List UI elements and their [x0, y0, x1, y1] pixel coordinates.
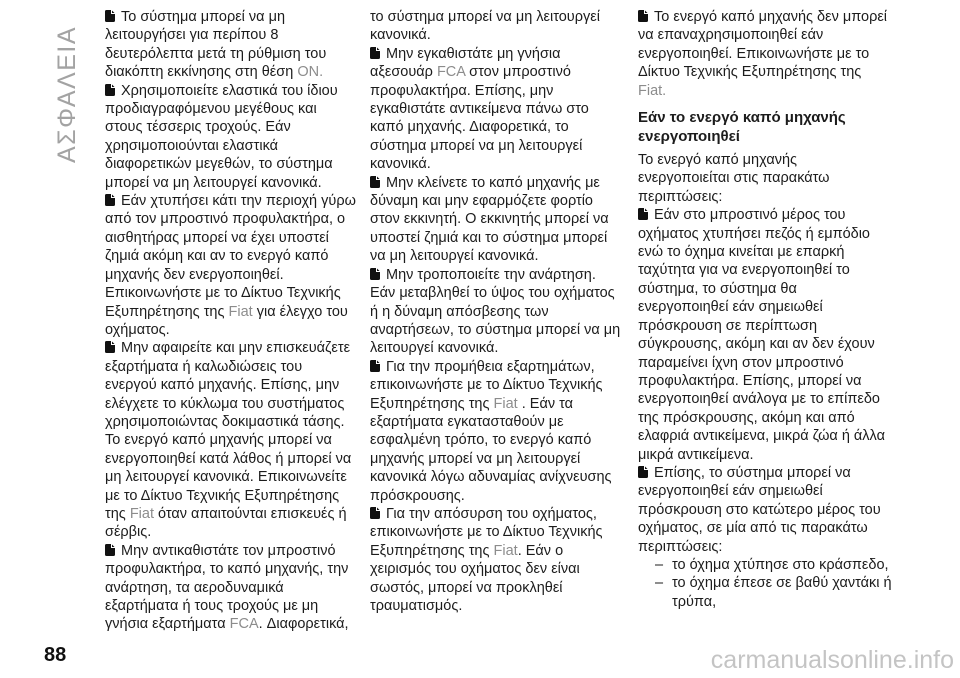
text-run: με το Δίκτυο Τεχνικής Εξυπηρέτησης	[105, 487, 340, 504]
text-line	[370, 505, 632, 523]
text-line	[655, 556, 903, 574]
text-run: διαφορετικών μεγεθών, το σύστημα	[105, 156, 333, 173]
text-line	[370, 450, 632, 468]
text-run: από τον μπροστινό προφυλακτήρα, ο	[105, 211, 346, 228]
text-line	[370, 487, 632, 505]
note-icon	[370, 507, 380, 519]
text-line	[105, 542, 360, 560]
text-run: περιπτώσεις:	[638, 538, 723, 555]
text-line	[105, 487, 360, 505]
text-run: Μην αφαιρείτε και μην επισκευάζετε	[121, 340, 351, 357]
brand-text: Fiat.	[638, 82, 667, 99]
text-run: Μην εγκαθιστάτε μη γνήσια	[386, 45, 561, 62]
text-line	[370, 431, 632, 449]
text-line	[105, 523, 360, 541]
bullet-item	[370, 45, 632, 174]
text-run: σωστός, μπορεί να προκληθεί	[370, 579, 563, 596]
text-line	[638, 335, 903, 353]
bullet-item	[370, 505, 632, 615]
text-run: να επαναχρησιμοποιηθεί εάν	[638, 27, 824, 44]
text-run: Το ενεργό καπό μηχανής μπορεί να	[105, 432, 332, 449]
text-line	[370, 266, 632, 284]
text-run: εξαρτήματα εγκατασταθούν με	[370, 413, 564, 430]
text-run: εξαρτήματα ή καλωδιώσεις του	[105, 358, 303, 375]
text-line	[105, 560, 360, 578]
text-run: λειτουργήσει για περίπου 8	[105, 27, 279, 44]
text-run: μη λειτουργεί κανονικά. Επικοινωνείτε	[105, 469, 347, 486]
text-line	[370, 100, 632, 118]
text-line	[638, 169, 903, 187]
text-run: Εάν μεταβληθεί το ύψος του οχήματος	[370, 285, 615, 302]
text-run: εγκαθιστάτε αντικείμενα πάνω στο	[370, 101, 589, 118]
text-line	[105, 63, 360, 81]
text-line	[105, 210, 360, 228]
text-line	[370, 8, 632, 26]
text-line	[370, 523, 632, 541]
section-tab: ΑΣΦΑΛΕΙΑ	[53, 26, 81, 164]
note-icon	[370, 47, 380, 59]
text-line	[638, 390, 903, 408]
text-line	[370, 63, 632, 81]
text-line	[370, 26, 632, 44]
text-run: ενεργοποιηθεί	[638, 128, 740, 146]
text-run: ανάρτηση, τα αεροδυναμικά	[105, 579, 284, 596]
text-line	[105, 100, 360, 118]
text-line	[638, 151, 903, 169]
note-icon	[370, 268, 380, 280]
text-column-3	[638, 8, 903, 611]
text-line	[105, 413, 360, 431]
text-run: μπορεί να μη λειτουργεί κανονικά.	[105, 174, 322, 191]
text-line	[655, 574, 903, 592]
text-line	[638, 482, 903, 500]
text-line	[105, 505, 360, 523]
text-run: επικοινωνήστε με το Δίκτυο Τεχνικής	[370, 524, 603, 541]
text-run: της πρόσκρουσης, ακόμη και από	[638, 409, 855, 426]
paragraph	[370, 8, 632, 45]
text-run: κανονικά.	[370, 156, 431, 173]
bullet-item	[105, 542, 360, 634]
section-heading	[638, 108, 903, 146]
text-line	[370, 210, 632, 228]
text-run: Εξυπηρέτησης της	[370, 542, 494, 559]
text-line	[638, 538, 903, 556]
text-line	[638, 446, 903, 464]
text-run: οχήματος χτυπήσει πεζός ή εμπόδιο	[638, 225, 870, 242]
note-icon	[105, 194, 115, 206]
text-run: Εξυπηρέτησης της	[370, 395, 494, 412]
text-line	[370, 247, 632, 265]
note-icon	[638, 10, 648, 22]
text-run: ενεργού καπό μηχανής. Επίσης, μην	[105, 377, 340, 394]
text-line	[638, 206, 903, 224]
text-line	[105, 579, 360, 597]
text-run: Το σύστημα μπορεί να μη	[121, 9, 286, 25]
text-line	[370, 542, 632, 560]
dash-list-item	[638, 556, 903, 574]
text-line	[105, 174, 360, 192]
text-run: πρόσκρουσης.	[370, 487, 465, 504]
text-line	[105, 376, 360, 394]
text-run: Εάν το ενεργό καπό μηχανής	[638, 109, 846, 127]
text-run: Μην τροποποιείτε την ανάρτηση.	[386, 266, 596, 283]
text-run: καπό μηχανής. Διαφορετικά, το	[370, 119, 569, 136]
text-line	[105, 229, 360, 247]
text-line	[105, 339, 360, 357]
bullet-item	[105, 339, 360, 541]
text-line	[105, 358, 360, 376]
text-run: Για την απόσυρση του οχήματος,	[386, 505, 597, 522]
note-icon	[105, 341, 115, 353]
text-line	[638, 108, 903, 127]
text-line	[105, 284, 360, 302]
text-run: Εάν χτυπήσει κάτι την περιοχή γύρω	[121, 193, 356, 210]
text-run: τρύπα,	[672, 593, 717, 610]
text-run: επικοινωνήστε με το Δίκτυο Τεχνικής	[370, 377, 603, 394]
dash-marker: –	[655, 575, 664, 592]
text-line	[370, 229, 632, 247]
bullet-item	[105, 192, 360, 339]
text-run: περιπτώσεις:	[638, 188, 723, 205]
text-line	[638, 409, 903, 427]
text-run: προδιαγραφόμενου μεγέθους και	[105, 101, 317, 118]
text-line	[105, 321, 360, 339]
note-icon	[105, 10, 115, 22]
text-line	[370, 192, 632, 210]
text-run: το όχημα χτύπησε στο κράσπεδο,	[672, 556, 889, 573]
text-line	[672, 593, 903, 611]
text-line	[370, 174, 632, 192]
note-icon	[370, 176, 380, 188]
text-line	[105, 137, 360, 155]
text-run: αισθητήρας μπορεί να έχει υποστεί	[105, 229, 329, 246]
note-icon	[105, 544, 115, 556]
text-run: παραμείνει ίχνη στον μπροστινό	[638, 354, 844, 371]
text-run: εσφαλμένη τρόπο, το ενεργό καπό	[370, 432, 592, 449]
text-run: μηχανής δεν ενεργοποιηθεί.	[105, 266, 284, 283]
text-line	[638, 243, 903, 261]
text-run: το σύστημα μπορεί να μη λειτουργεί	[370, 9, 600, 25]
text-line	[638, 519, 903, 537]
brand-text: Fiat	[493, 395, 518, 412]
text-line	[638, 464, 903, 482]
text-run: προφυλακτήρα, το καπό μηχανής, την	[105, 561, 349, 578]
text-line	[370, 82, 632, 100]
text-line	[638, 63, 903, 81]
text-line	[370, 468, 632, 486]
text-line	[105, 247, 360, 265]
dash-marker: –	[655, 556, 664, 573]
text-run: οχήματος, σε μία από τις παρακάτω	[638, 520, 868, 537]
text-line	[638, 8, 903, 26]
text-line	[370, 137, 632, 155]
text-line	[638, 188, 903, 206]
text-run: πρόσκρουση σε περίπτωση	[638, 317, 818, 334]
text-line	[370, 413, 632, 431]
text-run: Μην αντικαθιστάτε τον μπροστινό	[121, 542, 336, 559]
text-line	[105, 8, 360, 26]
text-run: ελαφριά αντικείμενα, μικρά ζώα ή άλλα	[638, 428, 885, 445]
text-run: Επικοινωνήστε με το Δίκτυο Τεχνικής	[105, 285, 341, 302]
text-run: ταχύτητα για να ενεργοποιηθεί το	[638, 262, 850, 279]
text-run: να μη λειτουργεί κανονικά.	[370, 248, 539, 265]
text-line	[370, 118, 632, 136]
text-line	[370, 395, 632, 413]
text-line	[105, 597, 360, 615]
brand-text: FCA	[229, 616, 259, 633]
text-line	[370, 597, 632, 615]
text-line	[638, 372, 903, 390]
text-line	[638, 427, 903, 445]
text-run: ενεργοποιηθεί. Επικοινωνήστε με το	[638, 45, 870, 62]
text-run: για έλεγχο του	[252, 303, 348, 320]
paragraph	[638, 151, 903, 206]
brand-text: Fiat	[228, 303, 253, 320]
text-run: στον εκκινητή. Ο εκκινητής μπορεί να	[370, 211, 609, 228]
text-run: προφυλακτήρα. Επίσης, μπορεί να	[638, 372, 862, 389]
text-line	[370, 321, 632, 339]
text-line	[105, 266, 360, 284]
text-run: υποστεί ζημιά και το σύστημα μπορεί	[370, 229, 608, 246]
text-run: ενεργοποιηθεί κατά λάθος ή μπορεί να	[105, 450, 352, 467]
text-line	[638, 280, 903, 298]
text-line	[370, 376, 632, 394]
text-line	[370, 45, 632, 63]
bullet-item	[638, 206, 903, 464]
text-run: δευτερόλεπτα μετά τη ρύθμιση του	[105, 45, 327, 62]
text-run: Μην κλείνετε το καπό μηχανής με	[386, 174, 600, 191]
bullet-item	[105, 82, 360, 192]
text-line	[105, 155, 360, 173]
text-run: χρησιμοποιώντας δοκιμαστικά τάσης.	[105, 413, 345, 430]
bullet-item	[638, 464, 903, 556]
text-run: αναρτήσεων, το σύστημα μπορεί να μη	[370, 321, 621, 338]
bullet-item	[105, 8, 360, 82]
text-run: Το ενεργό καπό μηχανής	[638, 152, 798, 169]
text-run: σύγκρουσης, ακόμη και αν δεν έχουν	[638, 336, 875, 353]
text-column-1	[105, 8, 360, 634]
text-run: χειρισμός του οχήματος δεν είναι	[370, 561, 580, 578]
text-run: ενεργοποιείται στις παρακάτω	[638, 170, 830, 187]
text-run: σέρβις.	[105, 524, 152, 541]
text-line	[105, 450, 360, 468]
text-line	[638, 82, 903, 100]
text-line	[370, 358, 632, 376]
text-line	[638, 354, 903, 372]
text-line	[638, 317, 903, 335]
text-run: Για την προμήθεια εξαρτημάτων,	[386, 358, 595, 375]
text-run: . Διαφορετικά,	[258, 616, 349, 633]
text-run: οχήματος.	[105, 321, 170, 338]
text-run: χρησιμοποιούνται ελαστικά	[105, 137, 279, 154]
text-run: ζημιά ακόμη και αν το ενεργό καπό	[105, 248, 329, 265]
text-line	[105, 82, 360, 100]
text-line	[105, 45, 360, 63]
note-icon	[105, 84, 115, 96]
text-line	[105, 395, 360, 413]
text-run: ενεργοποιηθεί εάν σημειωθεί	[638, 483, 823, 500]
text-line	[370, 560, 632, 578]
text-run: αξεσουάρ	[370, 64, 437, 81]
text-run: ενώ το όχημα κινείται με επαρκή	[638, 244, 845, 261]
watermark: carmanualsonline.info	[710, 646, 954, 674]
note-icon	[638, 466, 648, 478]
text-run: κανονικά.	[370, 27, 431, 44]
text-line	[370, 303, 632, 321]
text-run: στον μπροστινό	[465, 64, 571, 81]
text-run: λειτουργεί κανονικά.	[370, 340, 499, 357]
text-line	[638, 127, 903, 146]
bullet-item	[370, 174, 632, 266]
brand-text: Fiat	[129, 505, 154, 522]
text-run: Το ενεργό καπό μηχανής δεν μπορεί	[654, 9, 887, 25]
text-run: Επίσης, το σύστημα μπορεί να	[654, 464, 851, 481]
text-run: στους τέσσερις τροχούς. Εάν	[105, 119, 291, 136]
text-run: προφυλακτήρα. Επίσης, μην	[370, 82, 554, 99]
text-line	[105, 468, 360, 486]
text-line	[370, 579, 632, 597]
text-line	[105, 192, 360, 210]
brand-text: FCA	[436, 64, 466, 81]
text-line	[370, 155, 632, 173]
text-line	[105, 615, 360, 633]
bullet-item	[370, 358, 632, 505]
text-line	[105, 26, 360, 44]
text-run: τραυματισμός.	[370, 598, 463, 614]
text-run: όταν απαιτούνται επισκευές ή	[153, 505, 347, 522]
text-line	[638, 298, 903, 316]
text-run: κανονικά λόγω αδυναμίας ανίχνευσης	[370, 469, 612, 486]
bullet-item	[370, 266, 632, 358]
brand-text: Fiat	[493, 542, 518, 559]
text-run: ελέγχετε το κύκλωμα του συστήματος	[105, 395, 345, 412]
text-run: γνήσια εξαρτήματα	[105, 616, 230, 633]
text-run: δύναμη και μην εφαρμόζετε φορτίο	[370, 193, 594, 210]
text-run: Δίκτυο Τεχνικής Εξυπηρέτησης της	[638, 64, 862, 81]
text-line	[105, 118, 360, 136]
text-line	[638, 45, 903, 63]
text-line	[370, 339, 632, 357]
text-run: πρόσκρουση στο κατώτερο μέρος του	[638, 501, 881, 518]
text-run: της	[105, 505, 130, 522]
text-run: μικρά αντικείμενα.	[638, 446, 754, 463]
text-run: ή η δύναμη απόσβεσης των	[370, 303, 549, 320]
text-run: Εξυπηρέτησης της	[105, 303, 229, 320]
note-icon	[370, 360, 380, 372]
text-run: εξαρτήματα ή τους τροχούς με μη	[105, 598, 319, 614]
text-line	[638, 261, 903, 279]
text-line	[638, 225, 903, 243]
text-run: σύστημα μπορεί να μη λειτουργεί	[370, 137, 583, 154]
page-number: 88	[44, 644, 67, 666]
note-icon	[638, 208, 648, 220]
text-run: . Εάν ο	[517, 542, 564, 559]
text-run: διακόπτη εκκίνησης στη θέση	[105, 64, 298, 81]
text-line	[105, 303, 360, 321]
text-run: ενεργοποιηθεί ανάλογα με το επίπεδο	[638, 391, 880, 408]
text-run: το όχημα έπεσε σε βαθύ χαντάκι ή	[672, 575, 892, 592]
text-column-2	[370, 8, 632, 615]
text-run: Χρησιμοποιείτε ελαστικά του ίδιου	[121, 82, 338, 99]
bullet-item	[638, 8, 903, 100]
text-line	[638, 26, 903, 44]
brand-text: ON.	[297, 64, 324, 81]
text-run: Εάν στο μπροστινό μέρος του	[654, 207, 846, 224]
text-run: σύστημα, το σύστημα θα	[638, 280, 797, 297]
dash-list-item	[638, 574, 903, 611]
text-run: μηχανής μπορεί να μη λειτουργεί	[370, 450, 581, 467]
text-line	[638, 501, 903, 519]
text-run: . Εάν τα	[517, 395, 574, 412]
text-line	[105, 431, 360, 449]
text-line	[370, 284, 632, 302]
text-run: ενεργοποιηθεί εάν σημειωθεί	[638, 299, 823, 316]
